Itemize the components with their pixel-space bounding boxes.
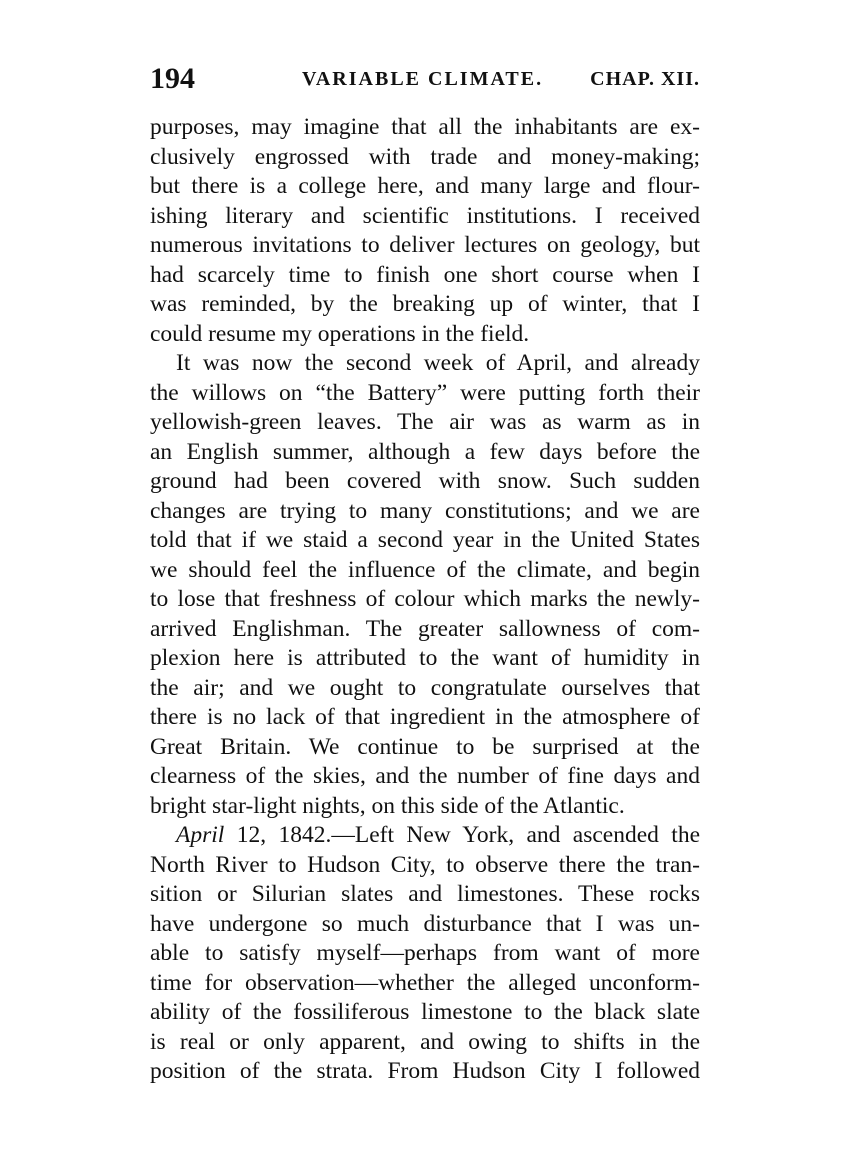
text-line: able to satisfy myself—perhaps from want of more bbox=[150, 940, 700, 966]
text-line: to lose that freshness of colour which marks the newly- bbox=[150, 586, 700, 612]
text-line: ability of the fossiliferous limestone to the black slate bbox=[150, 999, 700, 1025]
text-line: arrived Englishman. The greater sallowness of com- bbox=[150, 615, 700, 642]
text-line: time for observation—whether the alleged unconform- bbox=[150, 969, 700, 996]
text-line: plexion here is attributed to the want of humidity in bbox=[150, 645, 700, 671]
text-line: there is no lack of that ingredient in the atmosphere of bbox=[150, 704, 700, 730]
text-line: ishing literary and scientific institutions. I received bbox=[150, 202, 700, 229]
text-line: changes are trying to many constitutions; and we are bbox=[150, 497, 700, 524]
text-line: sition or Silurian slates and limestones. These rocks bbox=[150, 881, 700, 907]
chapter-reference: CHAP. XII. bbox=[590, 68, 700, 90]
diary-date: April bbox=[176, 822, 225, 848]
text-line: an English summer, although a few days before the bbox=[150, 438, 700, 465]
paragraph bbox=[150, 821, 700, 1087]
text-line: clusively engrossed with trade and money-making; bbox=[150, 143, 700, 170]
running-head bbox=[150, 62, 700, 102]
text-line: position of the strata. From Hudson City I followed bbox=[150, 1058, 700, 1084]
text-line: yellowish-green leaves. The air was as warm as in bbox=[150, 409, 700, 435]
text-line: is real or only apparent, and owing to shifts in the bbox=[150, 1028, 700, 1055]
page-number: 194 bbox=[150, 62, 195, 95]
paragraph bbox=[150, 113, 700, 349]
text-line bbox=[150, 821, 700, 851]
text-line: Great Britain. We continue to be surprised at the bbox=[150, 733, 700, 760]
text-line: have undergone so much disturbance that I was un- bbox=[150, 910, 700, 937]
text-line: but there is a college here, and many large and flour- bbox=[150, 173, 700, 199]
text-line: It was now the second week of April, and already bbox=[176, 350, 700, 376]
text-line: the air; and we ought to congratulate ourselves that bbox=[150, 674, 700, 701]
text-line: ground had been covered with snow. Such sudden bbox=[150, 468, 700, 494]
text-line: clearness of the skies, and the number of fine days and bbox=[150, 763, 700, 789]
text-line: the willows on “the Battery” were putting forth their bbox=[150, 379, 700, 406]
text-fragment: 12, 1842.—Left New York, and ascended the bbox=[236, 822, 700, 848]
paragraph bbox=[150, 349, 700, 821]
text-line: bright star-light nights, on this side of the Atlantic. bbox=[150, 792, 625, 819]
running-title: VARIABLE CLIMATE. bbox=[302, 68, 544, 90]
text-line: North River to Hudson City, to observe there the tran- bbox=[150, 851, 700, 878]
text-line: we should feel the influence of the climate, and begin bbox=[150, 556, 700, 583]
text-line: could resume my operations in the field. bbox=[150, 320, 530, 347]
text-line: numerous invitations to deliver lectures on geology, but bbox=[150, 232, 700, 258]
text-line: had scarcely time to finish one short course when I bbox=[150, 261, 700, 288]
text-line: was reminded, by the breaking up of winter, that I bbox=[150, 291, 700, 317]
body-text bbox=[150, 113, 700, 1087]
text-line: told that if we staid a second year in the United States bbox=[150, 527, 700, 553]
text-line: purposes, may imagine that all the inhabitants are ex- bbox=[150, 114, 700, 140]
